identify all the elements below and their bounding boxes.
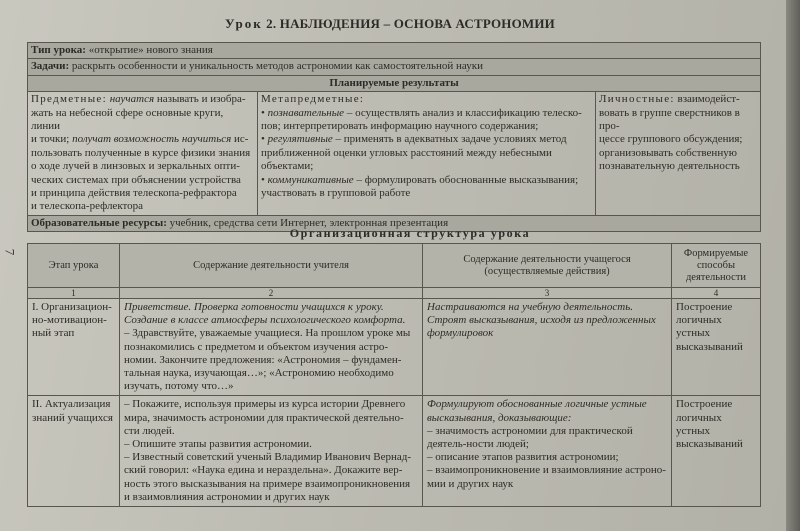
header-teacher: Содержание деятельности учителя bbox=[120, 244, 423, 288]
stage-cell: II. Актуализация знаний учащихся bbox=[28, 396, 120, 507]
personal-line: взаимодейст- bbox=[674, 93, 740, 106]
subject-line: называть и изобра- bbox=[154, 93, 246, 106]
lesson-type-value: «открытие» нового знания bbox=[88, 44, 213, 56]
meta-results-cell bbox=[258, 92, 596, 216]
page-title bbox=[110, 16, 670, 32]
bullet: • bbox=[261, 173, 265, 186]
student-italic: Настраиваются на учебную деятельность. Строят высказывания, исходя из предложенных формулировок bbox=[427, 301, 656, 340]
lesson-type-label: Тип урока: bbox=[31, 44, 86, 56]
personal-line: вовать в группе сверстников в про- bbox=[599, 106, 740, 133]
subject-results-label: Предметные: bbox=[31, 93, 107, 106]
subject-line: о ходе лучей в линзовых и зеркальных опти- bbox=[31, 160, 240, 173]
tasks-row bbox=[28, 59, 761, 75]
student-cell bbox=[423, 396, 672, 507]
stage-cell: I. Организацион-но-мотивацион-ный этап bbox=[28, 299, 120, 396]
meta-line bbox=[261, 107, 592, 120]
teacher-text: – Здравствуйте, уважаемые учащиеся. На прошлом уроке мы познакомились с предметом и объектом изучения астро-номии. Закончите предложения: «Астрономия – фундамен-тальная наука, изучающая…»; «Астрономию необходимо изучать, потому что…» bbox=[124, 327, 411, 393]
meta-line-italic: регулятивные bbox=[267, 133, 333, 146]
meta-line: приближенной оценки угловых расстояний между небесными bbox=[261, 146, 552, 159]
meta-line-text: – применять в адекватных задаче условиях метод bbox=[332, 133, 567, 146]
subject-line: ческих системах при объяснении устройства bbox=[31, 173, 241, 186]
org-structure-title: Организационная структура урока bbox=[289, 226, 531, 240]
lesson-overview-table bbox=[27, 42, 761, 232]
col-number: 3 bbox=[423, 288, 672, 299]
meta-line-text: – формулировать обоснованные высказывания; bbox=[353, 173, 579, 186]
method-cell: Построение логичных устных высказываний bbox=[672, 396, 761, 507]
subject-line: и принципа действия телескопа-рефрактора bbox=[31, 187, 237, 200]
header-student: Содержание деятельности учащегося (осуществляемые действия) bbox=[423, 244, 672, 288]
method-cell: Построение логичных устных высказываний bbox=[672, 299, 761, 396]
subject-line-tail: ис- bbox=[231, 133, 249, 146]
header-methods: Формируемые способы деятельности bbox=[672, 244, 761, 288]
title-text: 2. НАБЛЮДЕНИЯ – ОСНОВА АСТРОНОМИИ bbox=[266, 16, 555, 31]
tasks-label: Задачи: bbox=[31, 60, 70, 73]
personal-results-label: Личностные: bbox=[599, 93, 675, 106]
planned-results-header: Планируемые результаты bbox=[28, 75, 761, 91]
personal-line: познавательную деятельность bbox=[599, 160, 740, 173]
tasks-value: раскрыть особенности и уникальность методов астрономии как самостоятельной науки bbox=[71, 60, 483, 73]
col-number: 1 bbox=[28, 288, 120, 299]
page-edge bbox=[786, 0, 800, 531]
col-number: 4 bbox=[672, 288, 761, 299]
resources-label: Образовательные ресурсы: bbox=[31, 216, 167, 229]
personal-line: цессе группового обсуждения; bbox=[599, 133, 743, 146]
subject-line-italic: научатся bbox=[109, 93, 155, 106]
subject-line bbox=[31, 133, 254, 146]
teacher-text: – Покажите, используя примеры из курса истории Древнего мира, значимость астрономии для практической деятельно-сти людей. – Опишите этапы развития астрономии. – Известный советский ученый Владимир Иванович Вернад-ский говорил: «Наука едина и нераздельна». Докажите вер-ность этого высказывания на примере взаимопроникновения и взаимовлияния астрономии и других наук bbox=[124, 398, 412, 503]
meta-line-italic: познавательные bbox=[267, 106, 345, 119]
lesson-type-row bbox=[28, 43, 761, 59]
header-stage: Этап урока bbox=[28, 244, 120, 288]
resources-value: учебник, средства сети Интернет, электронная презентация bbox=[169, 216, 449, 229]
subject-line: пользовать полученные в курсе физики знания bbox=[31, 146, 251, 159]
teacher-italic: Приветствие. Проверка готовности учащихся к уроку. Создание в классе атмосферы психологического комфорта. bbox=[124, 301, 406, 327]
meta-line-text: – осуществлять анализ и классификацию телеско- bbox=[344, 106, 582, 119]
teacher-cell bbox=[120, 299, 423, 396]
subject-results-cell bbox=[28, 92, 258, 216]
meta-line: пов; интерпретировать информацию научного содержания; bbox=[261, 120, 539, 133]
personal-results-cell bbox=[596, 92, 761, 216]
subject-line-italic: получат возможность научиться bbox=[72, 133, 232, 146]
bullet: • bbox=[261, 106, 265, 119]
meta-line bbox=[261, 133, 592, 146]
title-lesson-word: Урок bbox=[225, 16, 263, 31]
meta-line: объектами; bbox=[261, 160, 314, 173]
meta-line bbox=[261, 174, 592, 187]
col-number: 2 bbox=[120, 288, 423, 299]
org-structure-table bbox=[27, 243, 761, 507]
subject-line: жать на небесной сфере основные круги, линии bbox=[31, 106, 224, 133]
table-row bbox=[28, 299, 761, 396]
meta-line-italic: коммуникативные bbox=[267, 173, 354, 186]
teacher-cell bbox=[120, 396, 423, 507]
student-text: – значимость астрономии для практической деятель-ности людей; – описание этапов развития астрономии; – взаимопроникновение и взаимовлияние астроно-мии и других наук bbox=[427, 424, 666, 490]
bullet: • bbox=[261, 133, 265, 146]
side-page-number: 7 bbox=[2, 248, 18, 256]
table-row bbox=[28, 396, 761, 507]
personal-line: организовывать собственную bbox=[599, 146, 737, 159]
student-cell bbox=[423, 299, 672, 396]
meta-line: участвовать в групповой работе bbox=[261, 187, 411, 200]
subject-line: и телескопа-рефлектора bbox=[31, 200, 144, 213]
student-italic: Формулируют обоснованные логичные устные высказывания, доказывающие: bbox=[427, 398, 647, 424]
subject-line-start: и точки; bbox=[31, 133, 73, 146]
meta-results-label: Метапредметные: bbox=[261, 93, 365, 106]
